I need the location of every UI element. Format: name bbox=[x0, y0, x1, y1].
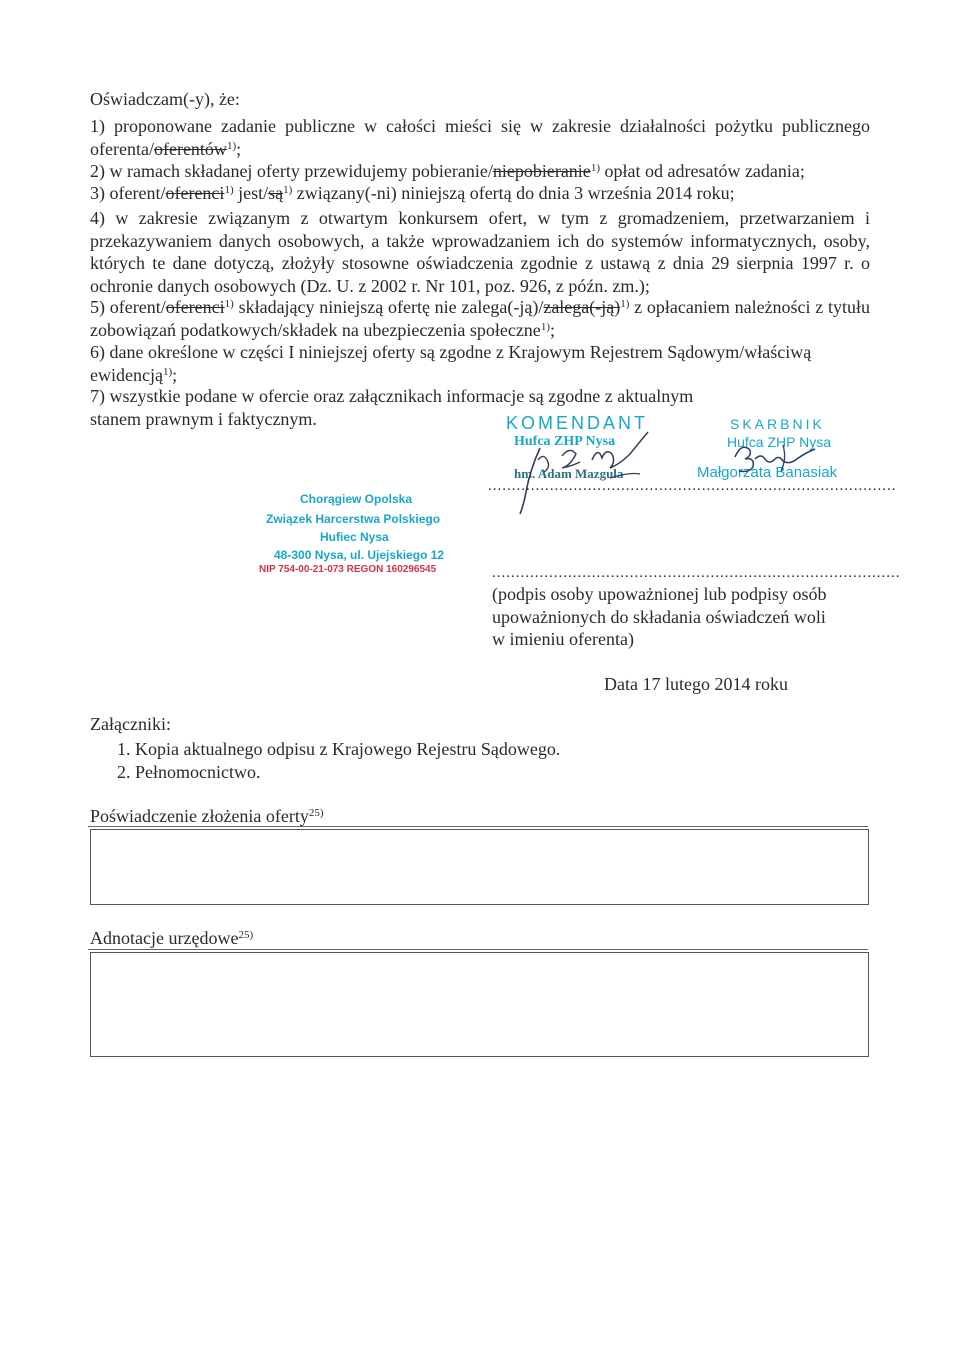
signature-caption-line3: w imieniu oferenta) bbox=[492, 629, 634, 649]
org-stamp-line5: NIP 754-00-21-073 REGON 160296545 bbox=[259, 564, 437, 575]
skarbnik-signature bbox=[725, 435, 855, 480]
komendant-name: hm. Adam Mazgula bbox=[514, 466, 624, 481]
signature-caption-line2: upoważnionych do składania oświadczeń woli bbox=[492, 607, 826, 627]
annotations-divider bbox=[88, 949, 868, 950]
signature-caption-line1: (podpis osoby upoważnionej lub podpisy osób bbox=[492, 584, 827, 604]
confirmation-box[interactable] bbox=[90, 829, 869, 905]
skarbnik-title: SKARBNIK bbox=[730, 416, 825, 432]
skarbnik-name: Małgorzata Banasiak bbox=[697, 464, 838, 481]
org-stamp-line3: Hufiec Nysa bbox=[320, 530, 389, 544]
skarbnik-unit: Hufca ZHP Nysa bbox=[727, 434, 831, 450]
declaration-item-3: 3) oferent/oferenci$^{1)}$ jest/$są^{1)}$ związany(-ni) niniejszą ofertą do dnia 3 września 2014 roku; bbox=[90, 183, 735, 203]
declaration-item-6: 6) dane określone w części I niniejszej oferty są zgodne z Krajowym Rejestrem Sądowym/właściwą ewidencją$^{1)}$; bbox=[90, 342, 812, 385]
signature-dotted-line: ...................................................................................... bbox=[492, 565, 901, 581]
org-stamp-line2: Związek Harcerstwa Polskiego bbox=[266, 512, 441, 526]
declaration-item-4: 4) w zakresie związanym z otwartym konkursem ofert, w tym z gromadzeniem, przetwarzaniem i przekazywaniem danych osobowych, a także wprowadzaniem ich do systemów informatycznych, osoby, których te dane dotyczą, złożyły stosowne oświadczenia zgodnie z ustawą z dnia 29 sierpnia 1997 r. o ochronie danych osobowych (Dz. U. z 2002 r. Nr 101, poz. 926, z późn. zm.); bbox=[90, 208, 870, 296]
declaration-item-7: 7) wszystkie podane w ofercie oraz załącznikach informacje są zgodne z aktualnym stanem prawnym i faktycznym. bbox=[90, 386, 694, 429]
annotations-label: Adnotacje urzędowe$^{25)}$ bbox=[90, 928, 254, 948]
declaration-item-1: 1) proponowane zadanie publiczne w całości mieści się w zakresie działalności pożytku publicznego oferenta/oferentów$^{1)}$; bbox=[90, 116, 870, 159]
declaration-item-2: 2) w ramach składanej oferty przewidujemy pobieranie/niepobieranie$^{1)}$ opłat od adresatów zadania; bbox=[90, 161, 805, 181]
attachments-heading: Załączniki: bbox=[90, 714, 171, 734]
declaration-item-5: 5) oferent/oferenci$^{1)}$ składający niniejszą ofertę nie zalega(-ją)/zalega(-ją)$^{1)}$ z opłacaniem należności z tytułu zobowiązań podatkowych/składek na ubezpieczenia społeczne$^{1)}$; bbox=[90, 297, 870, 340]
organization-stamp bbox=[248, 492, 488, 582]
confirmation-divider bbox=[88, 826, 868, 827]
document-date: Data 17 lutego 2014 roku bbox=[604, 674, 788, 694]
komendant-title: KOMENDANT bbox=[506, 413, 649, 433]
declaration-heading: Oświadczam(-y), że: bbox=[90, 89, 240, 109]
org-stamp-line1: Chorągiew Opolska bbox=[300, 492, 413, 506]
attachment-item-2: 2. Pełnomocnictwo. bbox=[117, 762, 261, 782]
komendant-signature bbox=[500, 430, 670, 520]
attachment-item-1: 1. Kopia aktualnego odpisu z Krajowego Rejestru Sądowego. bbox=[117, 739, 561, 759]
confirmation-label: Poświadczenie złożenia oferty$^{25)}$ bbox=[90, 806, 324, 826]
komendant-unit: Hufca ZHP Nysa bbox=[514, 434, 616, 449]
org-stamp-line4: 48-300 Nysa, ul. Ujejskiego 12 bbox=[274, 548, 445, 562]
stamp-dotted-line: ...................................................................................... bbox=[488, 478, 897, 494]
annotations-box[interactable] bbox=[90, 952, 869, 1057]
